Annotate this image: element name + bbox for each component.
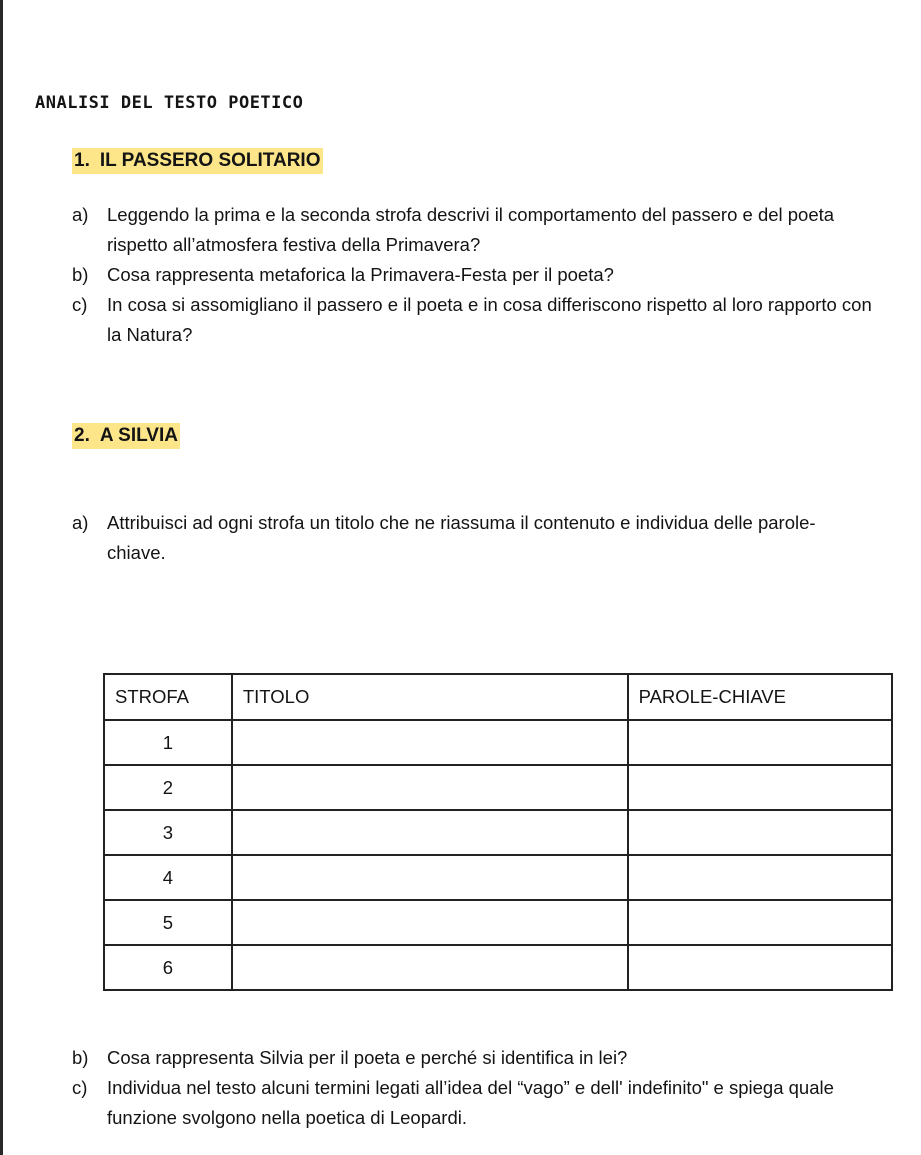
- section-1-heading: [72, 148, 323, 174]
- section-2-number: 2.: [74, 425, 90, 446]
- header-parole-chiave: PAROLE-CHIAVE: [628, 674, 892, 720]
- section-2-questions-after: [72, 1043, 872, 1133]
- table-row: [104, 810, 892, 855]
- question-2b: [72, 1043, 872, 1073]
- strofa-number: 6: [104, 945, 232, 990]
- titolo-cell[interactable]: [232, 855, 628, 900]
- question-1b: [72, 260, 872, 290]
- table-row: [104, 855, 892, 900]
- question-text: Attribuisci ad ogni strofa un titolo che ne riassuma il contenuto e individua delle parole-chiave.: [107, 512, 816, 563]
- parole-chiave-cell[interactable]: [628, 810, 892, 855]
- question-text: In cosa si assomigliano il passero e il poeta e in cosa differiscono rispetto al loro rapporto con la Natura?: [107, 294, 872, 345]
- titolo-cell[interactable]: [232, 945, 628, 990]
- question-letter: c): [72, 1077, 88, 1098]
- section-1-number: 1.: [74, 150, 90, 171]
- table-row: [104, 945, 892, 990]
- parole-chiave-cell[interactable]: [628, 900, 892, 945]
- page-edge: [0, 0, 3, 1155]
- question-1a: [72, 200, 872, 260]
- section-2-title: A SILVIA: [99, 425, 178, 446]
- table-header-row: [104, 674, 892, 720]
- question-letter: c): [72, 294, 88, 315]
- question-text: Leggendo la prima e la seconda strofa descrivi il comportamento del passero e del poeta rispetto all’atmosfera festiva della Primavera?: [107, 204, 835, 255]
- titolo-cell[interactable]: [232, 900, 628, 945]
- question-letter: a): [72, 512, 89, 533]
- header-titolo: TITOLO: [232, 674, 628, 720]
- strofa-number: 5: [104, 900, 232, 945]
- strofa-number: 1: [104, 720, 232, 765]
- table-row: [104, 720, 892, 765]
- strofa-number: 2: [104, 765, 232, 810]
- section-2-heading: [72, 423, 180, 449]
- question-2c: [72, 1073, 872, 1133]
- section-2-question-a: [72, 508, 872, 568]
- section-1-questions: [72, 200, 872, 350]
- titolo-cell[interactable]: [232, 720, 628, 765]
- question-text: Cosa rappresenta Silvia per il poeta e perché si identifica in lei?: [107, 1047, 628, 1068]
- strofa-number: 4: [104, 855, 232, 900]
- document-title: ANALISI DEL TESTO POETICO: [35, 93, 304, 113]
- question-letter: b): [72, 1047, 89, 1068]
- table-row: [104, 765, 892, 810]
- titolo-cell[interactable]: [232, 810, 628, 855]
- question-text: Individua nel testo alcuni termini legati all’idea del “vago” e dell' indefinito" e spiega quale funzione svolgono nella poetica di Leopardi.: [107, 1077, 834, 1128]
- strofa-number: 3: [104, 810, 232, 855]
- header-strofa: STROFA: [104, 674, 232, 720]
- question-2a: [72, 508, 872, 568]
- parole-chiave-cell[interactable]: [628, 945, 892, 990]
- question-1c: [72, 290, 872, 350]
- question-letter: b): [72, 264, 89, 285]
- question-letter: a): [72, 204, 89, 225]
- section-1-title: IL PASSERO SOLITARIO: [99, 150, 321, 171]
- table-row: [104, 900, 892, 945]
- parole-chiave-cell[interactable]: [628, 855, 892, 900]
- parole-chiave-cell[interactable]: [628, 720, 892, 765]
- parole-chiave-cell[interactable]: [628, 765, 892, 810]
- strofa-table: [103, 673, 893, 991]
- titolo-cell[interactable]: [232, 765, 628, 810]
- question-text: Cosa rappresenta metaforica la Primavera-Festa per il poeta?: [107, 264, 614, 285]
